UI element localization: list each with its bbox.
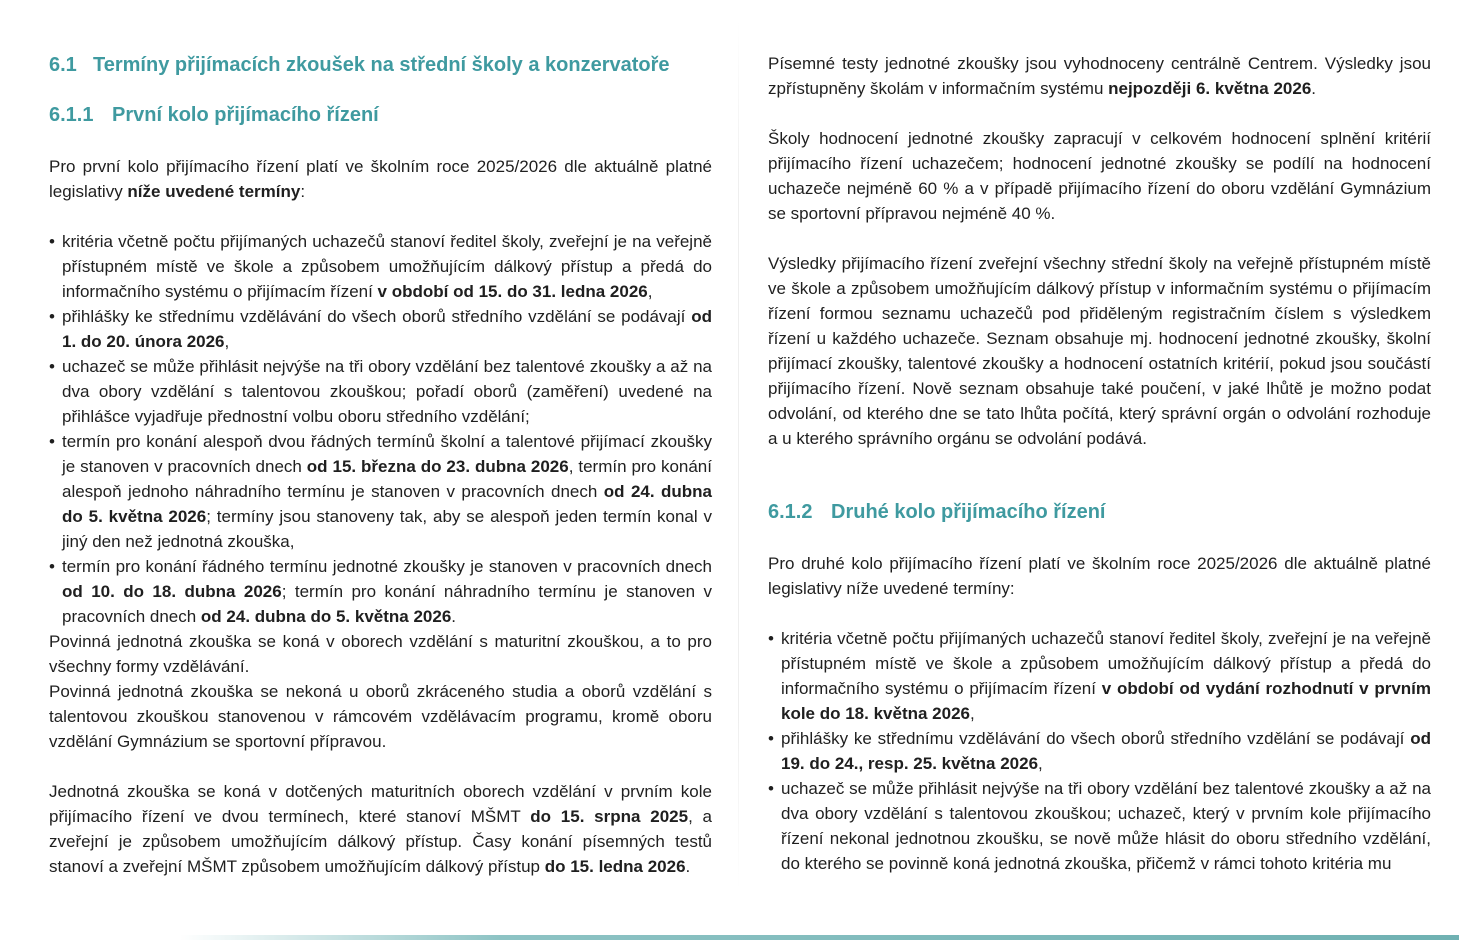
subsection-title: Druhé kolo přijímacího řízení xyxy=(831,501,1106,523)
list-item: • termín pro konání alespoň dvou řádných termínů školní a talentové přijímací zkoušky je stanoven v pracovních dnech od 15. března do 23. dubna 2026, termín pro konání alespoň jednoho náhradního termínu je stanoven v pracovních dnech od 24. dubna do 5. května 2026; termíny jsou stanoveny tak, aby se alespoň jeden termín konal v jiný den než jednotná zkouška, xyxy=(49,429,712,554)
results-publication-paragraph: Výsledky přijímacího řízení zveřejní všechny střední školy na veřejně přístupném místě ve škole a způsobem umožňujícím dálkový přístup v informačním systému o přijímacím řízení formou seznamu uchazečů pod přiděleným registračním číslem s výsledkem řízení u každého uchazeče. Seznam obsahuje mj. hodnocení jednotné zkoušky, školní přijímací zkoušky, talentové zkoušky a hodnocení ostatních kritérií, pokud jsou součástí přijímacího řízení. Nově seznam obsahuje také poučení, v jaké lhůtě je možno podat odvolání, od kterého dne se tato lhůta počítá, který správní orgán o odvolání rozhoduje a u kterého správního orgánu se odvolání podává. xyxy=(768,254,1431,448)
mandatory-exam-paragraph: Povinná jednotná zkouška se koná v oborech vzdělání s maturitní zkouškou, a to pro všechny formy vzdělávání. xyxy=(49,632,712,676)
list-item: • uchazeč se může přihlásit nejvýše na tři obory vzdělání bez talentové zkoušky a až na dva obory vzdělání s talentovou zkouškou; pořadí oborů (zaměření) uvedené na přihlášce vyjadřuje přednostní volbu oboru středního vzdělání; xyxy=(49,354,712,429)
list-item: • kritéria včetně počtu přijímaných uchazečů stanoví ředitel školy, zveřejní je na veřejně přístupném místě ve škole a způsobem umožňujícím dálkový přístup a předá do informačního systému o přijímacím řízení v období od vydání rozhodnutí v prvním kole do 18. května 2026, xyxy=(768,626,1431,726)
tests-evaluation-paragraph: Písemné testy jednotné zkoušky jsou vyhodnoceny centrálně Centrem. Výsledky jsou zpřístupněny školám v informačním systému nejpozději 6. května 2026. xyxy=(768,54,1431,98)
subsection-title: První kolo přijímacího řízení xyxy=(112,104,379,126)
subsection-number: 6.1.1 xyxy=(49,104,94,126)
first-round-terms-list xyxy=(49,229,712,629)
subsection-heading-first-round xyxy=(49,102,379,128)
list-item: • uchazeč se může přihlásit nejvýše na tři obory vzdělání bez talentové zkoušky a až na dva obory vzdělání s talentovou zkouškou; uchazeč, který v prvním kole přijímacího řízení nekonal jednotnou zkoušku, se nově může hlásit do oboru středního vzdělání, do kterého se povinně koná jednotná zkouška, přičemž v rámci tohoto kritéria mu xyxy=(768,776,1431,876)
section-title: Termíny přijímacích zkoušek na střední školy a konzervatoře xyxy=(93,54,670,76)
footer-accent-bar xyxy=(180,935,1459,940)
second-round-terms-list xyxy=(768,626,1431,876)
list-item: • přihlášky ke střednímu vzdělávání do všech oborů středního vzdělání se podávají od 1. do 20. února 2026, xyxy=(49,304,712,354)
list-item: • kritéria včetně počtu přijímaných uchazečů stanoví ředitel školy, zveřejní je na veřejně přístupném místě ve škole a způsobem umožňujícím dálkový přístup a předá do informačního systému o přijímacím řízení v období od 15. do 31. ledna 2026, xyxy=(49,229,712,304)
intro-paragraph: Pro první kolo přijímacího řízení platí ve školním roce 2025/2026 dle aktuálně platné legislativy níže uvedené termíny: xyxy=(49,157,712,201)
school-evaluation-paragraph: Školy hodnocení jednotné zkoušky zapracují v celkovém hodnocení splnění kritérií přijímacího řízení uchazečem; hodnocení jednotné zkoušky se podílí na hodnocení uchazeče nejméně 60 % a v případě přijímacího řízení do oboru vzdělání Gymnázium se sportovní přípravou nejméně 40 %. xyxy=(768,129,1431,223)
column-divider xyxy=(738,20,739,890)
exam-dates-paragraph: Jednotná zkouška se koná v dotčených maturitních oborech vzdělání v prvním kole přijímacího řízení ve dvou termínech, které stanoví MŠMT do 15. srpna 2025, a zveřejní je způsobem umožňujícím dálkový přístup. Časy konání písemných testů stanoví a zveřejní MŠMT způsobem umožňujícím dálkový přístup do 15. ledna 2026. xyxy=(49,782,713,876)
subsection-number: 6.1.2 xyxy=(768,501,813,523)
list-item: • termín pro konání řádného termínu jednotné zkoušky je stanoven v pracovních dnech od 10. do 18. dubna 2026; termín pro konání náhradního termínu je stanoven v pracovních dnech od 24. dubna do 5. května 2026. xyxy=(49,554,712,629)
section-number: 6.1 xyxy=(49,54,77,76)
second-round-intro-paragraph: Pro druhé kolo přijímacího řízení platí ve školním roce 2025/2026 dle aktuálně platné legislativy níže uvedené termíny: xyxy=(768,554,1431,598)
subsection-heading-second-round xyxy=(768,499,1106,525)
section-heading xyxy=(49,52,670,78)
exam-not-held-paragraph: Povinná jednotná zkouška se nekoná u oborů zkráceného studia a oborů vzdělání s talentovou zkouškou stanovenou v rámcovém vzdělávacím programu, kromě oboru vzdělání Gymnázium se sportovní přípravou. xyxy=(49,682,712,751)
list-item: • přihlášky ke střednímu vzdělávání do všech oborů středního vzdělání se podávají od 19. do 24., resp. 25. května 2026, xyxy=(768,726,1431,776)
